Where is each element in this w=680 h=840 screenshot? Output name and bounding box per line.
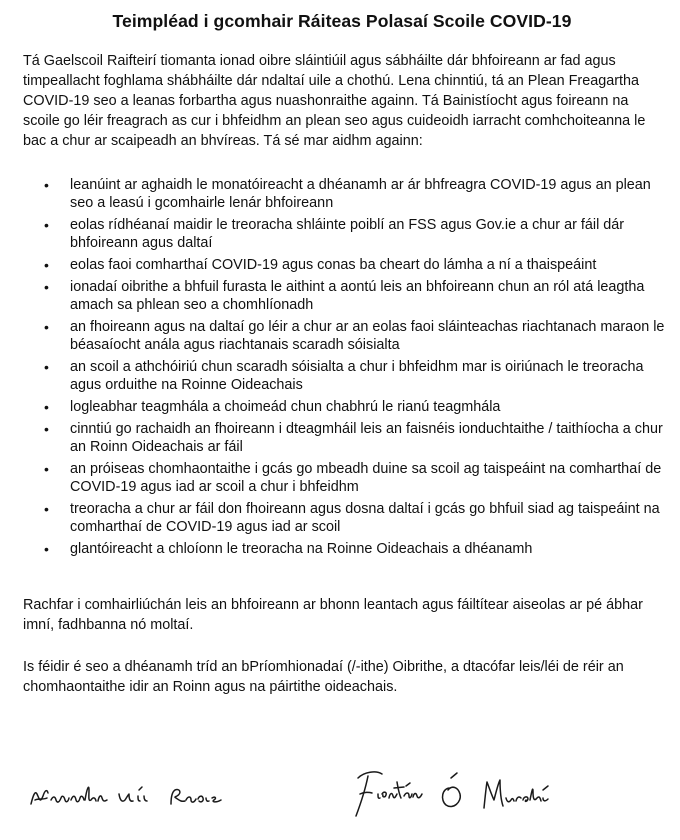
list-item: [23, 318, 668, 354]
bullet-icon: •: [44, 359, 49, 375]
list-item-text: eolas faoi comharthaí COVID-19 agus conas ba cheart do lámha a ní a thaispeáint: [70, 257, 597, 273]
list-item: [23, 420, 668, 456]
list-item: [23, 278, 668, 314]
bullet-icon: •: [44, 319, 49, 335]
bullet-icon: •: [44, 399, 49, 415]
list-item-text: an próiseas chomhaontaithe i gcás go mbeadh duine sa scoil ag taispeáint na comharthaí de COVID-19 agus iad ar scoil a chur i bhfeidhm: [70, 461, 662, 495]
signature-left-drawing: [25, 760, 270, 832]
signature-left: [25, 760, 270, 832]
bullet-icon: •: [44, 177, 49, 193]
list-item: [23, 540, 668, 558]
list-item-text: glantóireacht a chloíonn le treoracha na Roinne Oideachais a dhéanamh: [70, 541, 533, 557]
list-item: [23, 500, 668, 536]
list-item-text: treoracha a chur ar fáil don fhoireann agus dosna daltaí i gcás go bhfuil siad ag taispeáint na comharthaí de COVID-19 agus iad ar scoil: [70, 501, 660, 535]
list-item-text: eolas rídhéanaí maidir le treoracha shláinte poiblí an FSS agus Gov.ie a chur ar fáil dár bhfoireann agus daltaí: [70, 217, 625, 251]
list-item: [23, 176, 668, 212]
bullet-icon: •: [44, 461, 49, 477]
bullet-icon: •: [44, 501, 49, 517]
list-item-text: an scoil a athchóiriú chun scaradh sóisialta a chur i bhfeidhm mar is oiriúnach le treoracha agus orduithe na Roinne Oideachais: [70, 359, 644, 393]
list-item-text: leanúint ar aghaidh le monatóireacht a dhéanamh ar ár bhfreagra COVID-19 agus an plean seo a leasú i gcomhairle lenár bhfoireann: [70, 177, 651, 211]
intro-paragraph: Tá Gaelscoil Raifteirí tiomanta ionad oibre sláintiúil agus sábháilte dár bhfoireann ar fad agus timpeallacht foghlama shábháilte dár ndaltaí uile a chothú. Lena chinntiú, tá an Plean Freagartha COVID-19 seo a leanas forbartha agus nuashonraithe againn. Tá Bainistíocht agus foireann na scoile go léir freagrach as cur i bhfeidhm an plean seo agus cuideoidh iarracht comhchoiteanna le bac a chur ar scaipeadh an bhvíreas. Tá sé mar aidhm againn:: [23, 53, 646, 149]
bullet-icon: •: [44, 257, 49, 273]
bullet-icon: •: [44, 217, 49, 233]
list-item: [23, 256, 668, 274]
list-item-text: an fhoireann agus na daltaí go léir a chur ar an eolas faoi sláinteachas riachtanach maraon le béasaíocht anála agus riachtanais scaradh sóisialta: [70, 319, 665, 353]
document-title: Teimpléad i gcomhair Ráiteas Polasaí Scoile COVID-19: [112, 11, 572, 31]
bullet-icon: •: [44, 279, 49, 295]
consultation-paragraph: Rachfar i comhairliúchán leis an bhfoireann ar bhonn leantach agus fáiltítear aiseolas ar pé ábhar imní, fadhbanna nó moltaí.: [23, 597, 643, 633]
list-item: [23, 460, 668, 496]
bullet-icon: •: [44, 421, 49, 437]
aims-list: [23, 176, 668, 562]
list-item-text: cinntiú go rachaidh an fhoireann i dteagmháil leis an faisnéis ionduchtaithe / taithíocha a chur an Roinn Oideachais ar fáil: [70, 421, 663, 455]
list-item-text: logleabhar teagmhála a choimeád chun chabhrú le rianú teagmhála: [70, 399, 501, 415]
list-item: [23, 398, 668, 416]
list-item: [23, 358, 668, 394]
representative-paragraph: Is féidir é seo a dhéanamh tríd an bPríomhionadaí (/-ithe) Oibrithe, a dtacófar leis/léi de réir an chomhaontaithe idir an Roinn agus na páirtithe oideachais.: [23, 659, 624, 695]
signature-right-drawing: [342, 760, 567, 832]
list-item: [23, 216, 668, 252]
signature-right: [342, 760, 567, 832]
list-item-text: ionadaí oibrithe a bhfuil furasta le aithint a aontú leis an bhfoireann chun an ról atá leagtha amach sa phlean seo a chomhlíonadh: [70, 279, 645, 313]
bullet-icon: •: [44, 541, 49, 557]
